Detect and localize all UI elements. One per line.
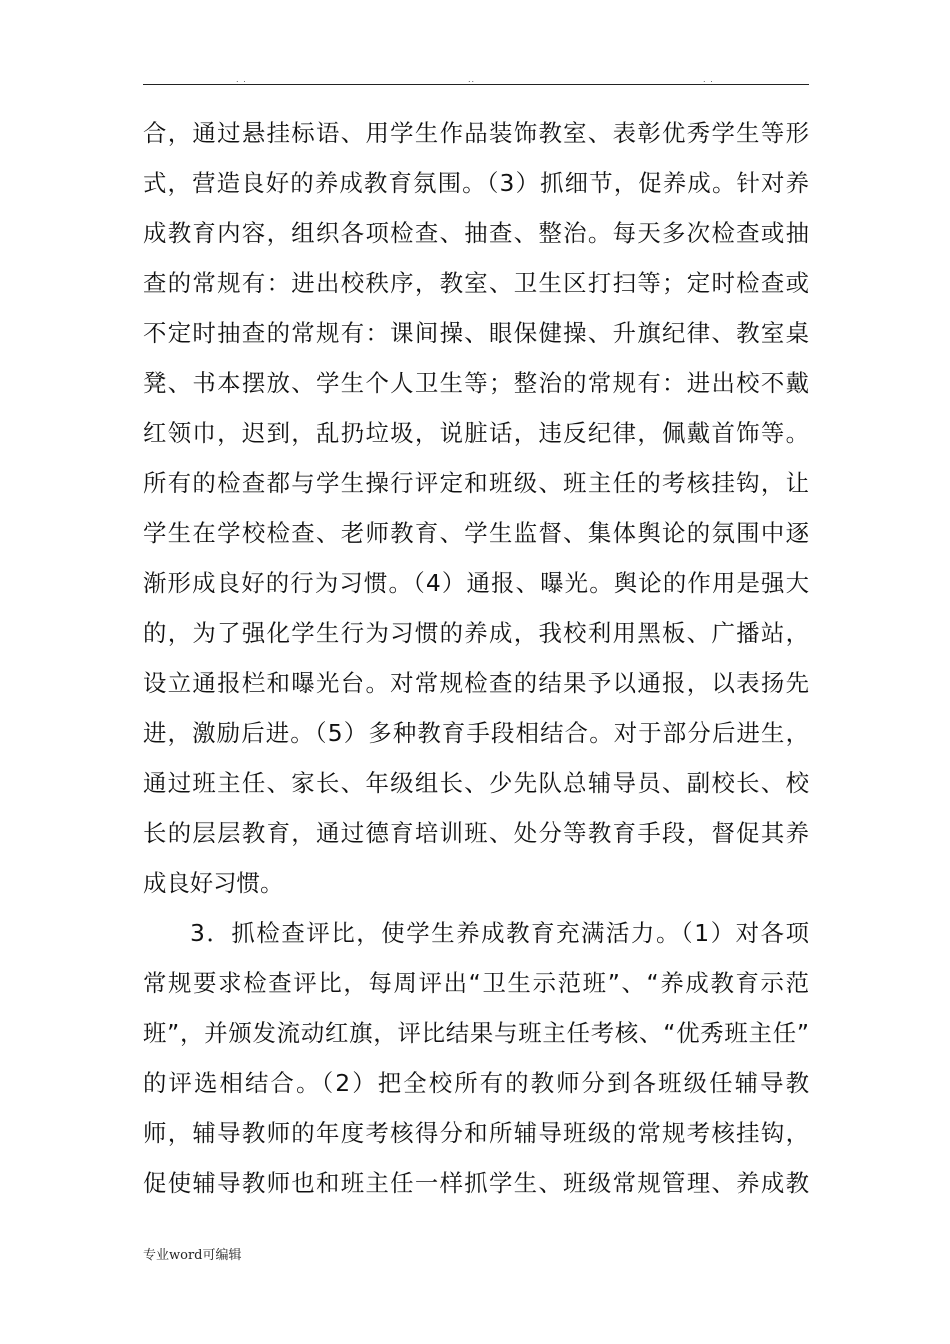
page-footer: 专业word可编辑 — [143, 1248, 242, 1263]
header-rule — [143, 84, 809, 85]
header-mark-right: . . — [703, 75, 714, 84]
document-body — [143, 108, 809, 1208]
body-line: 式，营造良好的养成教育氛围。（3）抓细节，促养成。针对养 — [143, 169, 809, 197]
body-line: 通过班主任、家长、年级组长、少先队总辅导员、副校长、校 — [143, 769, 809, 797]
body-line: 成教育内容，组织各项检查、抽查、整治。每天多次检查或抽 — [143, 219, 809, 247]
body-line: 查的常规有：进出校秩序，教室、卫生区打扫等；定时检查或 — [143, 269, 809, 297]
body-line: 不定时抽查的常规有：课间操、眼保健操、升旗纪律、教室桌 — [143, 319, 809, 347]
body-line: 促使辅导教师也和班主任一样抓学生、班级常规管理、养成教 — [143, 1169, 809, 1197]
body-line-paragraph-start: 3．抓检查评比，使学生养成教育充满活力。（1）对各项 — [190, 919, 809, 947]
body-line: 的，为了强化学生行为习惯的养成，我校利用黑板、广播站， — [143, 619, 809, 647]
body-line: 学生在学校检查、老师教育、学生监督、集体舆论的氛围中逐 — [143, 519, 809, 547]
body-line: 所有的检查都与学生操行评定和班级、班主任的考核挂钩，让 — [143, 469, 809, 497]
body-line-paragraph-end: 成良好习惯。 — [143, 869, 284, 897]
body-line: 师，辅导教师的年度考核得分和所辅导班级的常规考核挂钩， — [143, 1119, 809, 1147]
body-line: 的评选相结合。（2）把全校所有的教师分到各班级任辅导教 — [143, 1069, 809, 1097]
body-line: 常规要求检查评比，每周评出“卫生示范班”、“养成教育示范 — [143, 969, 809, 997]
body-line: 合，通过悬挂标语、用学生作品装饰教室、表彰优秀学生等形 — [143, 119, 809, 147]
body-line: 红领巾，迟到，乱扔垃圾，说脏话，违反纪律，佩戴首饰等。 — [143, 419, 809, 447]
body-line: 渐形成良好的行为习惯。（4）通报、曝光。舆论的作用是强大 — [143, 569, 809, 597]
header-mark-center: .. — [468, 75, 476, 84]
header-mark-left: . . — [236, 75, 247, 84]
body-line: 班”，并颁发流动红旗，评比结果与班主任考核、“优秀班主任” — [143, 1019, 809, 1047]
body-line: 进，激励后进。（5）多种教育手段相结合。对于部分后进生， — [143, 719, 809, 747]
body-line: 设立通报栏和曝光台。对常规检查的结果予以通报，以表扬先 — [143, 669, 809, 697]
body-line: 凳、书本摆放、学生个人卫生等；整治的常规有：进出校不戴 — [143, 369, 809, 397]
body-line: 长的层层教育，通过德育培训班、处分等教育手段，督促其养 — [143, 819, 809, 847]
